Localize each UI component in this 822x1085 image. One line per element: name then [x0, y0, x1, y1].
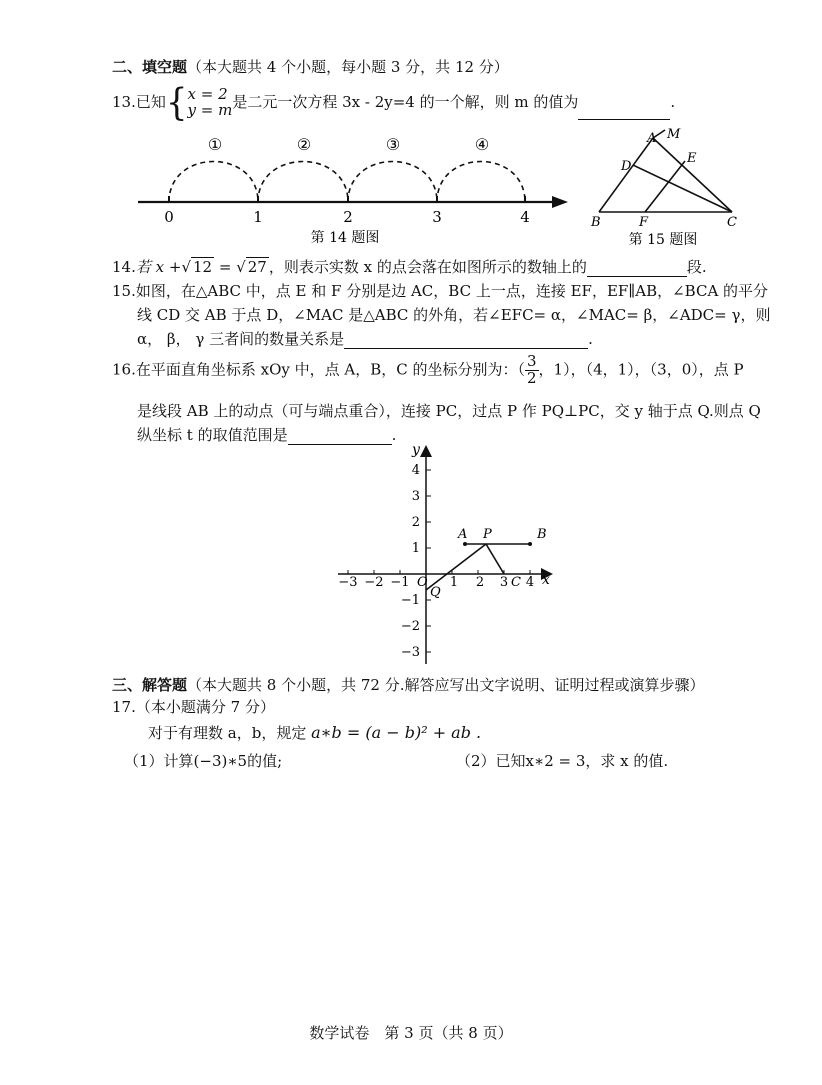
tick-label-1: 1	[253, 208, 263, 226]
fraction-three-halves	[525, 354, 539, 387]
x-axis-label: x	[542, 572, 550, 588]
question-14	[112, 256, 707, 277]
section-2-note: （本大题共 4 个小题，每小题 3 分，共 12 分）	[187, 58, 509, 76]
equation-system	[188, 87, 233, 119]
q15-text-1: 如图，在△ABC 中，点 E 和 F 分别是边 AC，BC 上一点，连接 EF，EF∥AB，∠BCA 的平分	[135, 282, 769, 300]
q13-answer-blank[interactable]	[578, 101, 670, 120]
q14-pre: 若 x +	[135, 258, 182, 276]
q14-answer-blank[interactable]	[587, 258, 687, 277]
y-tick--3: −3	[400, 645, 420, 660]
question-15-line-3	[137, 328, 593, 349]
tick-label-2: 2	[343, 208, 353, 226]
point-B-label: B	[537, 527, 547, 542]
q13-number: 13.	[112, 93, 136, 111]
x-tick--1: −1	[390, 575, 410, 590]
tick-label-3: 3	[432, 208, 442, 226]
section-2-title	[112, 56, 509, 77]
q16-number: 16.	[112, 360, 136, 379]
point-D: D	[621, 159, 632, 174]
q17-part-1: （1）计算(−3)∗5的值;	[124, 752, 283, 770]
system-brace: {	[165, 81, 188, 125]
q13-end: .	[670, 93, 676, 111]
q13-pre: 已知	[135, 93, 166, 111]
q17-score: （本小题满分 7 分）	[135, 698, 275, 716]
section-2-heading: 二、填空题	[112, 58, 188, 76]
question-13	[112, 81, 676, 125]
fraction-numerator: 3	[527, 352, 537, 370]
figure-15-triangle	[585, 124, 755, 248]
figure-16-coordinate-plane	[330, 440, 560, 668]
eq-y: y = m	[187, 101, 233, 119]
segment-label-2: ②	[296, 135, 312, 154]
q15-end: .	[588, 330, 593, 348]
x-tick-4: 4	[525, 575, 535, 590]
figure-15-caption: 第 15 题图	[628, 232, 698, 248]
section-3-title	[112, 674, 705, 695]
point-M: M	[667, 127, 681, 142]
q17-definition-text: 对于有理数 a，b，规定	[148, 724, 307, 742]
segment-label-1: ①	[207, 135, 223, 154]
point-A: A	[647, 131, 657, 146]
tick-label-0: 0	[164, 208, 174, 226]
point-E: E	[687, 151, 697, 166]
point-A-label: A	[458, 527, 468, 542]
point-B: B	[591, 215, 601, 230]
eq-x: x = 2	[187, 85, 228, 104]
question-15-line-2: 线 CD 交 AB 于点 D，∠MAC 是△ABC 的外角，若∠EFC= α，∠MAC= β，∠ADC= γ，则	[137, 306, 771, 324]
section-3-heading: 三、解答题	[112, 676, 188, 694]
point-F: F	[639, 215, 649, 230]
q14-end: 段.	[686, 258, 707, 276]
x-tick--2: −2	[364, 575, 384, 590]
segment-label-4: ④	[474, 135, 490, 154]
sqrt-sign-1: √	[181, 258, 191, 276]
question-16-line-1	[112, 354, 744, 387]
y-tick--1: −1	[400, 593, 420, 608]
q16-end: .	[391, 426, 397, 444]
q14-number: 14.	[112, 258, 136, 276]
point-P-label: P	[483, 527, 492, 542]
q16-text-1b: ，1），（4，1），（3，0），点 P	[538, 360, 744, 379]
x-tick-1: 1	[449, 575, 459, 590]
y-tick-2: 2	[411, 515, 420, 530]
point-C-label: C	[511, 575, 521, 590]
q14-equals: =	[214, 258, 237, 276]
q15-answer-blank[interactable]	[344, 330, 588, 349]
y-tick-1: 1	[411, 541, 420, 556]
y-axis-label: y	[412, 442, 420, 458]
q16-text-3: 纵坐标 t 的取值范围是	[137, 426, 288, 444]
y-tick-4: 4	[411, 463, 420, 478]
q13-text: 是二元一次方程 3x - 2y=4 的一个解，则 m 的值为	[232, 93, 579, 111]
figure-14-caption: 第 14 题图	[310, 230, 380, 246]
x-tick-3: 3	[499, 575, 509, 590]
q17-definition	[148, 722, 481, 743]
origin-label: O	[417, 575, 428, 590]
tick-label-4: 4	[520, 208, 530, 226]
q15-number: 15.	[112, 282, 136, 300]
x-tick-2: 2	[475, 575, 485, 590]
question-17-header	[112, 696, 275, 717]
section-3-note: （本大题共 8 个小题，共 72 分.解答应写出文字说明、证明过程或演算步骤）	[187, 676, 705, 694]
point-Q-label: Q	[430, 585, 441, 600]
sqrt-sign-2: √	[236, 258, 246, 276]
figure-14-number-line	[120, 128, 570, 248]
q15-text-3: α， β， γ 三者间的数量关系是	[137, 330, 345, 348]
question-16-line-2: 是线段 AB 上的动点（可与端点重合），连接 PC，过点 P 作 PQ⊥PC，交 y 轴于点 Q.则点 Q	[137, 402, 761, 420]
question-15-line-1	[112, 280, 768, 301]
page-footer: 数学试卷 第 3 页（共 8 页）	[309, 1024, 513, 1042]
fraction-denominator: 2	[527, 368, 537, 387]
q14-text: ，则表示实数 x 的点会落在如图所示的数轴上的	[268, 258, 587, 276]
segment-label-3: ③	[385, 135, 401, 154]
q17-part-2: （2）已知x∗2 = 3，求 x 的值.	[456, 752, 669, 770]
y-tick-3: 3	[411, 489, 420, 504]
q17-formula: a∗b = (a − b)² + ab .	[311, 723, 482, 742]
x-tick--3: −3	[338, 575, 358, 590]
q16-text-1a: 在平面直角坐标系 xOy 中，点 A，B，C 的坐标分别为：（	[135, 360, 525, 379]
y-tick--2: −2	[400, 619, 420, 634]
radicand-2: 27	[247, 258, 267, 276]
radicand-1: 12	[193, 258, 213, 276]
q17-number: 17.	[112, 698, 136, 716]
point-C: C	[727, 215, 737, 230]
